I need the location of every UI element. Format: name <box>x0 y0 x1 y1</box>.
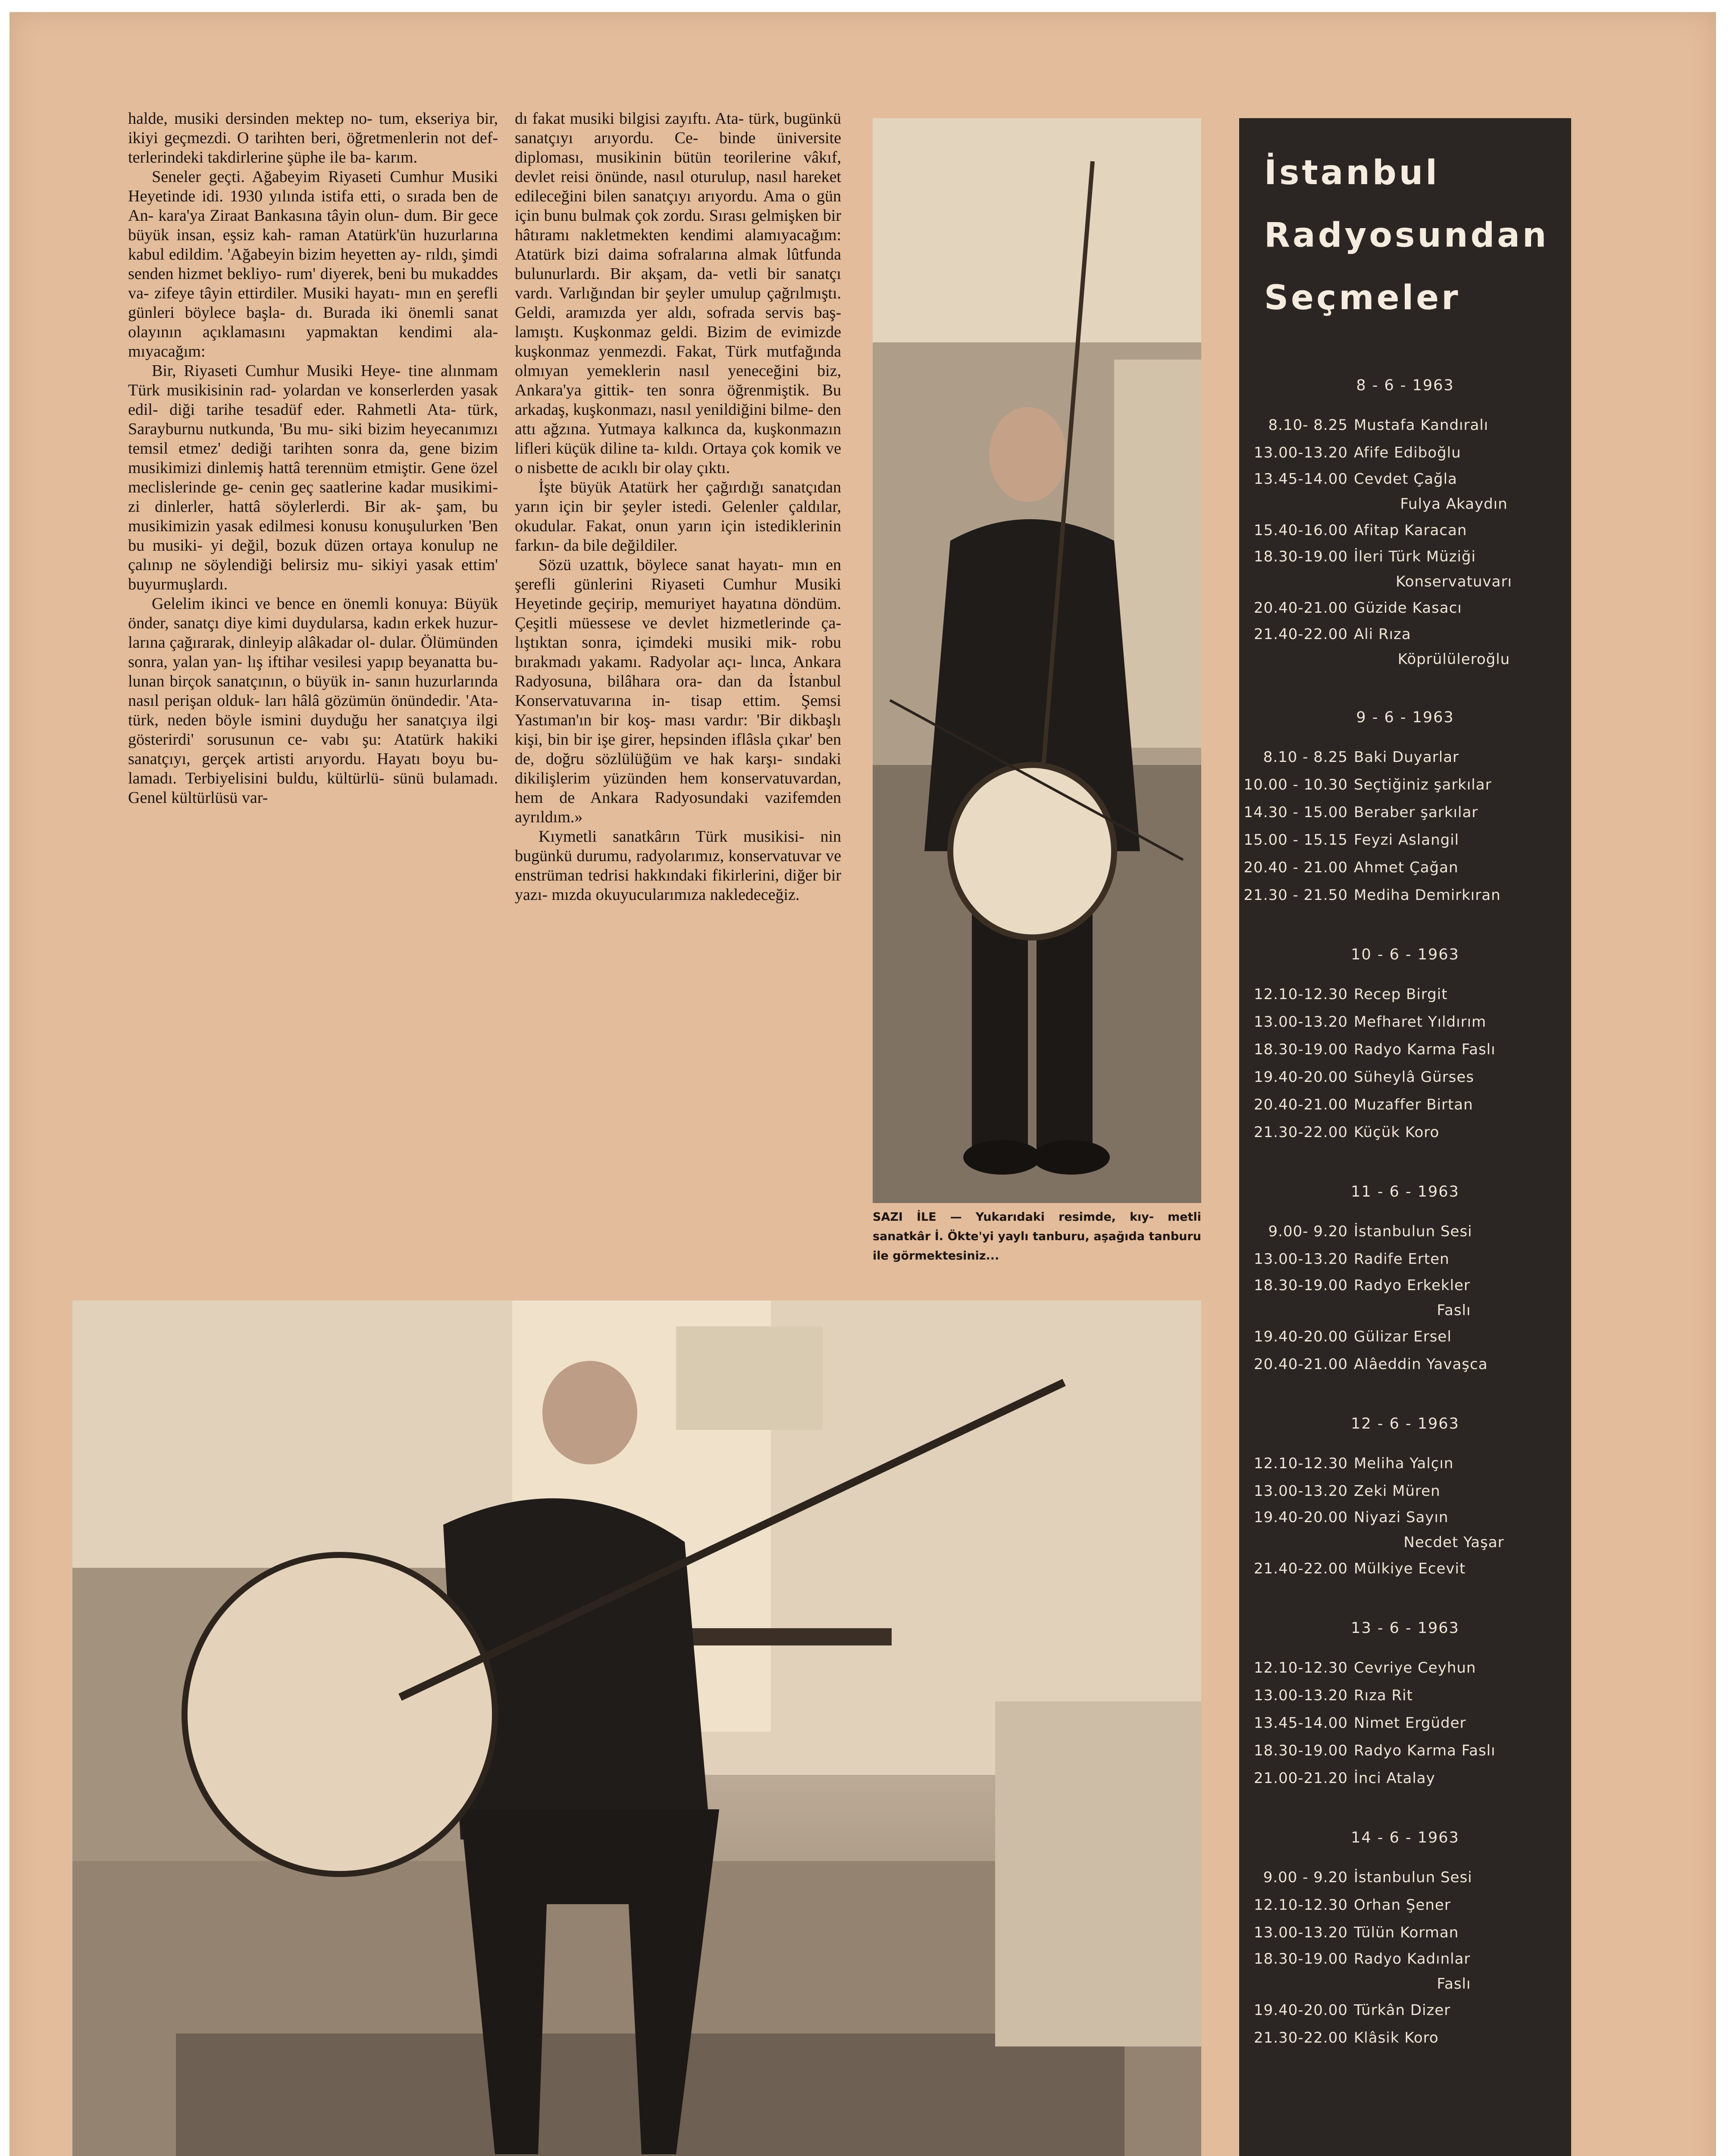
schedule-time: 13.00-13.20 <box>1254 1482 1348 1500</box>
article-paragraph: halde, musiki dersinden mektep no- tum, ekseriya bir, ikiyi geçmezdi. O tarihten beri, öğretmenlerin not def- terlerindeki takdirlerine şüphe ile ba- karım. <box>128 110 498 166</box>
schedule-entry <box>1239 1737 1571 1764</box>
schedule-program-name-continued: Faslı <box>1437 1302 1471 1319</box>
schedule-entry <box>1239 1119 1571 1146</box>
schedule-time: 12.10-12.30 <box>1254 1659 1348 1677</box>
photo-illustration <box>72 1300 1201 2156</box>
schedule-program <box>1354 517 1571 544</box>
article-paragraph: Bir, Riyaseti Cumhur Musiki Heye- tine alınmam Türk musikisinin rad- yolardan ve konserlerden yasak edil- diği tarihe tesadüf eder. Rahmetli Ata- türk, Sarayburnu nutkunda, 'Bu mu- siki bizim heyecanımızı temsil etmez' dediği tarihten sonra da, gene bizim musikimizi dinlemiş hattâ terennüm etmiştir. Gene özel meclislerinde ge- cenin geç saatlerine kadar musikimi- zi dinlerler, hattâ söylerlerdi. Bir ak- şam, bu musikimizin yasak edilmesi konusu konuşulurken 'Ben bu musiki- yi değil, bozuk düzen ortaya konulup ne çalınıp ne söylendiği belirsiz mu- sikiyi yasak ettim' buyurmuşlardı. <box>128 362 498 593</box>
schedule-time: 20.40-21.00 <box>1254 599 1348 617</box>
schedule-time: 21.30-22.00 <box>1254 1124 1348 1141</box>
schedule-program <box>1354 743 1571 771</box>
article-paragraph: Sözü uzattık, böylece sanat hayatı- mın en şerefli günlerini Riyaseti Cumhur Musiki Heyetinde geçirip, memuriyet hayatına döndüm. Çeşitli müessese ve devlet hizmetlerinde ça- lıştıktan sonra, içimdeki musiki mik- robu bırakmadı yakamı. Radyolar açı- lınca, Ankara Radyosuna, bilâhara ora- dan da İstanbul Konservatuvarına in- tisap ettim. Şemsi Yastıman'ın bir koş- ması vardır: 'Bir dikbaşlı kişi, bin bir işe girer, hepsinden iflâsla çıkar' ben de, doğru sözlülüğüm ve hak karşı- sındaki dikilişlerim yüzünden hem konservatuvardan, hem de Ankara Radyosundaki vazifemden ayrıldım.» <box>515 556 841 826</box>
schedule-time: 15.00 - 15.15 <box>1243 831 1348 849</box>
article-paragraph: İşte büyük Atatürk her çağırdığı sanatçıdan yarın için bir şeyler istedi. Gelenler çaldılar, okudular. Fakat, onun yarın için istediklerinin farkın- da bile değildiler. <box>515 478 841 555</box>
schedule-entry <box>1239 1654 1571 1682</box>
schedule-program-name: Orhan Şener <box>1354 1896 1451 1914</box>
schedule-program-name-continued: Konservatuvarı <box>1396 573 1512 590</box>
schedule-program <box>1354 594 1571 622</box>
schedule-entry <box>1239 622 1571 672</box>
schedule-program <box>1354 1737 1571 1764</box>
schedule-entry <box>1239 517 1571 544</box>
schedule-program <box>1354 1351 1571 1378</box>
schedule-program <box>1354 2024 1571 2052</box>
schedule-entry <box>1239 743 1571 771</box>
schedule-program <box>1354 1323 1571 1351</box>
schedule-program-name: Nimet Ergüder <box>1354 1714 1466 1732</box>
radio-schedule-panel <box>1239 118 1571 2156</box>
schedule-program-name: Niyazi Sayın <box>1354 1509 1449 1526</box>
schedule-time: 21.00-21.20 <box>1254 1770 1348 1787</box>
schedule-program <box>1354 1450 1571 1477</box>
schedule-program-name-continued: Necdet Yaşar <box>1403 1534 1504 1551</box>
schedule-entry <box>1239 1864 1571 1891</box>
schedule-date: 9 - 6 - 1963 <box>1356 709 1454 726</box>
schedule-time: 8.10- 8.25 <box>1268 417 1348 434</box>
schedule-program <box>1354 1764 1571 1792</box>
schedule-time: 20.40 - 21.00 <box>1243 859 1348 876</box>
schedule-program <box>1354 854 1571 881</box>
schedule-time: 15.40-16.00 <box>1254 522 1348 539</box>
schedule-time: 8.10 - 8.25 <box>1263 749 1348 766</box>
schedule-title <box>1264 142 1557 329</box>
schedule-day <box>1239 709 1571 909</box>
schedule-program-name: Afitap Karacan <box>1354 522 1467 539</box>
schedule-entry <box>1239 1245 1571 1273</box>
schedule-entry <box>1239 1477 1571 1505</box>
schedule-entry <box>1239 981 1571 1008</box>
schedule-program <box>1354 1477 1571 1505</box>
schedule-time: 19.40-20.00 <box>1254 1328 1348 1345</box>
article-column-middle <box>515 109 841 905</box>
schedule-program <box>1354 1036 1571 1063</box>
schedule-program-name: Tülün Korman <box>1354 1924 1459 1941</box>
schedule-program <box>1354 1682 1571 1709</box>
schedule-program-name: Mediha Demirkıran <box>1354 887 1501 904</box>
schedule-entry <box>1239 1008 1571 1036</box>
schedule-time: 13.00-13.20 <box>1254 1924 1348 1941</box>
schedule-program <box>1354 981 1571 1008</box>
schedule-entry <box>1239 1273 1571 1323</box>
schedule-entry <box>1239 1351 1571 1378</box>
schedule-time: 21.30-22.00 <box>1254 2029 1348 2046</box>
schedule-time: 18.30-19.00 <box>1254 1742 1348 1759</box>
schedule-program-name: Recep Birgit <box>1354 986 1448 1003</box>
schedule-program <box>1354 1218 1571 1245</box>
schedule-entry <box>1239 1323 1571 1351</box>
schedule-program-name: Feyzi Aslangil <box>1354 831 1459 849</box>
schedule-program-name: Radife Erten <box>1354 1250 1450 1268</box>
schedule-program-name: Süheylâ Gürses <box>1354 1069 1475 1086</box>
article-paragraph: dı fakat musiki bilgisi zayıftı. Ata- türk, bugünkü sanatçıyı arıyordu. Ce- binde üniversite diploması, musikinin bütün teorilerine vâkıf, devlet reisi önünde, nasıl oturulup, nasıl hareket edileceğini bilen sanatçıyı arıyordu. Ama o gün için bunu bulmak çok zordu. Sırası gelmişken bir hâtıramı nakletmekten kendimi alamıyacağım: Atatürk bizi daima sofralarına almak lûtfunda bulunurlardı. Bir akşam, da- vetli bir sanatçı vardı. Varlığından bir şeyler umulup çağrılmıştı. Geldi, aramızda yer aldı, sofrada servis baş- lamıştı. Kuşkonmaz geldi. Bizim de evimizde kuşkonmaz yenmezdi. Fakat, Türk mutfağında olmıyan yemeklerin nasıl yeneceğini biz, Ankara'ya gittik- ten sonra öğrenmiştik. Bu arkadaş, kuşkonmazı, nasıl yenildiğini bilme- den attı ağzına. Yutmaya kalkınca da, kuşkonmazın lifleri küçük diline ta- kıldı. Ortaya çok komik ve o nisbette de acıklı bir olay çıktı. <box>515 110 841 477</box>
schedule-date: 14 - 6 - 1963 <box>1351 1829 1459 1846</box>
schedule-program-name: Mülkiye Ecevit <box>1354 1560 1466 1577</box>
schedule-day <box>1239 946 1571 1146</box>
schedule-program <box>1354 1245 1571 1273</box>
schedule-time: 13.00-13.20 <box>1254 1013 1348 1031</box>
schedule-entry <box>1239 1555 1571 1583</box>
schedule-time: 20.40-21.00 <box>1254 1356 1348 1373</box>
schedule-time: 19.40-20.00 <box>1254 1069 1348 1086</box>
schedule-entry <box>1239 467 1571 517</box>
schedule-program-name: Radyo Erkekler <box>1354 1277 1470 1294</box>
schedule-program-name: Afife Ediboğlu <box>1354 444 1461 461</box>
schedule-time: 21.40-22.00 <box>1254 626 1348 643</box>
photo-illustration <box>873 118 1201 1203</box>
schedule-program <box>1354 1919 1571 1946</box>
schedule-entry <box>1239 854 1571 881</box>
schedule-entry <box>1239 771 1571 799</box>
schedule-title-line: Radyosundan <box>1264 216 1549 255</box>
schedule-time: 18.30-19.00 <box>1254 548 1348 565</box>
schedule-date: 8 - 6 - 1963 <box>1356 377 1454 394</box>
schedule-program-name-continued: Köprülüleroğlu <box>1397 651 1510 668</box>
schedule-entry <box>1239 881 1571 909</box>
schedule-program <box>1354 1505 1571 1555</box>
schedule-time: 13.00-13.20 <box>1254 1687 1348 1704</box>
schedule-program <box>1354 544 1571 594</box>
schedule-program-name: Radyo Kadınlar <box>1354 1950 1471 1968</box>
schedule-program <box>1354 1008 1571 1036</box>
schedule-time: 18.30-19.00 <box>1254 1277 1348 1294</box>
schedule-program <box>1354 622 1571 672</box>
schedule-program <box>1354 1996 1571 2024</box>
schedule-program <box>1354 467 1571 517</box>
schedule-program <box>1354 1555 1571 1583</box>
magazine-page <box>9 12 1716 2156</box>
schedule-program <box>1354 1864 1571 1891</box>
schedule-entry <box>1239 1091 1571 1119</box>
schedule-entry <box>1239 1709 1571 1737</box>
schedule-program-name: Seçtiğiniz şarkılar <box>1354 776 1492 793</box>
photo-caption: SAZI İLE — Yukarıdaki resimde, kıy- metli sanatkâr İ. Ökte'yi yaylı tanburu, aşağıda tanburu ile görmektesiniz... <box>873 1210 1201 1263</box>
schedule-program <box>1354 1654 1571 1682</box>
schedule-entry <box>1239 1996 1571 2024</box>
photo-musician-with-bowed-tanbur <box>873 118 1201 1203</box>
schedule-program-name: Muzaffer Birtan <box>1354 1096 1473 1113</box>
schedule-time: 9.00- 9.20 <box>1268 1223 1348 1240</box>
schedule-program <box>1354 411 1571 439</box>
schedule-program-name: Cevdet Çağla <box>1354 470 1457 488</box>
schedule-time: 12.10-12.30 <box>1254 1896 1348 1914</box>
schedule-program <box>1354 1063 1571 1091</box>
schedule-time: 9.00 - 9.20 <box>1263 1869 1348 1886</box>
schedule-day <box>1239 1620 1571 1792</box>
schedule-program <box>1354 1891 1571 1919</box>
schedule-program-name-continued: Fulya Akaydın <box>1400 495 1508 513</box>
schedule-program-name: Beraber şarkılar <box>1354 804 1478 821</box>
schedule-program <box>1354 1119 1571 1146</box>
schedule-entry <box>1239 1450 1571 1477</box>
schedule-time: 21.40-22.00 <box>1254 1560 1348 1577</box>
schedule-program-name: Rıza Rit <box>1354 1687 1413 1704</box>
schedule-time: 19.40-20.00 <box>1254 1509 1348 1526</box>
schedule-title-line: İstanbul <box>1264 154 1440 192</box>
schedule-entry <box>1239 411 1571 439</box>
schedule-time: 18.30-19.00 <box>1254 1950 1348 1968</box>
schedule-entry <box>1239 826 1571 854</box>
photo-musician-with-tanbur <box>72 1300 1201 2156</box>
schedule-program-name: Mustafa Kandıralı <box>1354 417 1489 434</box>
schedule-entry <box>1239 1505 1571 1555</box>
article-paragraph: Kıymetli sanatkârın Türk musikisi- nin bugünkü durumu, radyolarımız, konservatuvar ve enstrüman tedrisi hakkındaki fikirlerini, diğer bir yazı- mızda okuyucularımıza nakledeceğiz. <box>515 827 841 904</box>
schedule-program-name: Klâsik Koro <box>1354 2029 1439 2046</box>
schedule-program-name: Meliha Yalçın <box>1354 1455 1454 1472</box>
schedule-program-name: Cevriye Ceyhun <box>1354 1659 1476 1677</box>
schedule-program <box>1354 1273 1571 1323</box>
schedule-program-name: İstanbulun Sesi <box>1354 1223 1472 1240</box>
schedule-time: 10.00 - 10.30 <box>1243 776 1348 793</box>
schedule-entry <box>1239 439 1571 467</box>
schedule-entry <box>1239 1919 1571 1946</box>
schedule-time: 20.40-21.00 <box>1254 1096 1348 1113</box>
schedule-program <box>1354 881 1571 909</box>
schedule-day <box>1239 1183 1571 1378</box>
schedule-program <box>1354 439 1571 467</box>
schedule-entry <box>1239 1946 1571 1996</box>
schedule-day <box>1239 1415 1571 1583</box>
schedule-program <box>1354 826 1571 854</box>
schedule-date: 11 - 6 - 1963 <box>1351 1183 1459 1200</box>
schedule-time: 13.45-14.00 <box>1254 470 1348 488</box>
schedule-program-name: Radyo Karma Faslı <box>1354 1041 1496 1058</box>
schedule-date: 10 - 6 - 1963 <box>1351 946 1459 963</box>
schedule-program-name: Ali Rıza <box>1354 626 1411 643</box>
schedule-program-name: Baki Duyarlar <box>1354 749 1459 766</box>
schedule-time: 13.45-14.00 <box>1254 1714 1348 1732</box>
schedule-time: 13.00-13.20 <box>1254 444 1348 461</box>
schedule-program-name: Küçük Koro <box>1354 1124 1440 1141</box>
schedule-program-name-continued: Faslı <box>1437 1975 1471 1993</box>
schedule-program <box>1354 799 1571 826</box>
schedule-time: 12.10-12.30 <box>1254 986 1348 1003</box>
schedule-program-name: Güzide Kasacı <box>1354 599 1462 617</box>
schedule-program-name: İleri Türk Müziği <box>1354 548 1476 565</box>
schedule-program-name: Mefharet Yıldırım <box>1354 1013 1487 1031</box>
schedule-entry <box>1239 2024 1571 2052</box>
schedule-time: 14.30 - 15.00 <box>1243 804 1348 821</box>
article-paragraph: Seneler geçti. Ağabeyim Riyaseti Cumhur Musiki Heyetinde idi. 1930 yılında istifa etti, o sırada ben de An- kara'ya Ziraat Bankasına tâyin olun- dum. Bir gece büyük insan, eşsiz kah- raman Atatürk'ün huzurlarına kabul edildim. 'Ağabeyin bizim heyetten ay- rıldı, şimdi senden hizmet bekliyo- rum' diyerek, beni bu mukaddes va- zifeye tâyin ettirdiler. Musiki hayatı- mın en şerefli günleri böylece başla- dı. Burada iki önemli sanat olayının açıklamasını yapmaktan kendimi ala- mıyacağım: <box>128 168 498 360</box>
schedule-program-name: Radyo Karma Faslı <box>1354 1742 1496 1759</box>
schedule-program-name: Ahmet Çağan <box>1354 859 1459 876</box>
schedule-program <box>1354 1709 1571 1737</box>
schedule-program-name: İstanbulun Sesi <box>1354 1869 1472 1886</box>
schedule-entry <box>1239 799 1571 826</box>
schedule-entry <box>1239 1218 1571 1245</box>
schedule-date: 12 - 6 - 1963 <box>1351 1415 1459 1432</box>
schedule-entry <box>1239 594 1571 622</box>
schedule-time: 12.10-12.30 <box>1254 1455 1348 1472</box>
schedule-entry <box>1239 1764 1571 1792</box>
schedule-program-name: Gülizar Ersel <box>1354 1328 1452 1345</box>
schedule-title-line: Seçmeler <box>1264 279 1461 317</box>
schedule-program-name: Türkân Dizer <box>1354 2002 1451 2019</box>
schedule-program <box>1354 771 1571 799</box>
schedule-entry <box>1239 1891 1571 1919</box>
schedule-program-name: Alâeddin Yavaşca <box>1354 1356 1488 1373</box>
schedule-program <box>1354 1946 1571 1996</box>
schedule-time: 19.40-20.00 <box>1254 2002 1348 2019</box>
schedule-day <box>1239 377 1571 672</box>
article-column-left <box>128 109 498 808</box>
schedule-program-name: İnci Atalay <box>1354 1770 1435 1787</box>
schedule-time: 21.30 - 21.50 <box>1243 887 1348 904</box>
schedule-entry <box>1239 1063 1571 1091</box>
schedule-time: 13.00-13.20 <box>1254 1250 1348 1268</box>
schedule-list <box>1239 377 1571 2089</box>
schedule-program <box>1354 1091 1571 1119</box>
schedule-program-name: Zeki Müren <box>1354 1482 1441 1500</box>
schedule-day <box>1239 1829 1571 2052</box>
schedule-time: 18.30-19.00 <box>1254 1041 1348 1058</box>
schedule-entry <box>1239 1036 1571 1063</box>
schedule-date: 13 - 6 - 1963 <box>1351 1620 1459 1637</box>
schedule-entry <box>1239 544 1571 594</box>
article-paragraph: Gelelim ikinci ve bence en önemli konuya: Büyük önder, sanatçı diye kimi duydularsa, kadın erkek huzur- larına çağırarak, dinleyip alâkadar ol- dular. Ölümünden sonra, yalan yan- lış iftihar vesilesi yapıp beyanatta bu- lunan birçok sanatçının, o büyük in- sanın huzurlarında nasıl perişan olduk- ları hâlâ gözümün önündedir. 'Ata- türk, neden böyle ismini duyduğu her sanatçıya ilgi gösterirdi' sorusunun ce- vabı şu: Atatürk hakiki sanatçıyı, gerçek artisti arıyordu. Hayatı boyu bu- lamadı. Terbiyelisini buldu, kültürlü- sünü bulamadı. Genel kültürlüsü var- <box>128 595 498 807</box>
schedule-entry <box>1239 1682 1571 1709</box>
